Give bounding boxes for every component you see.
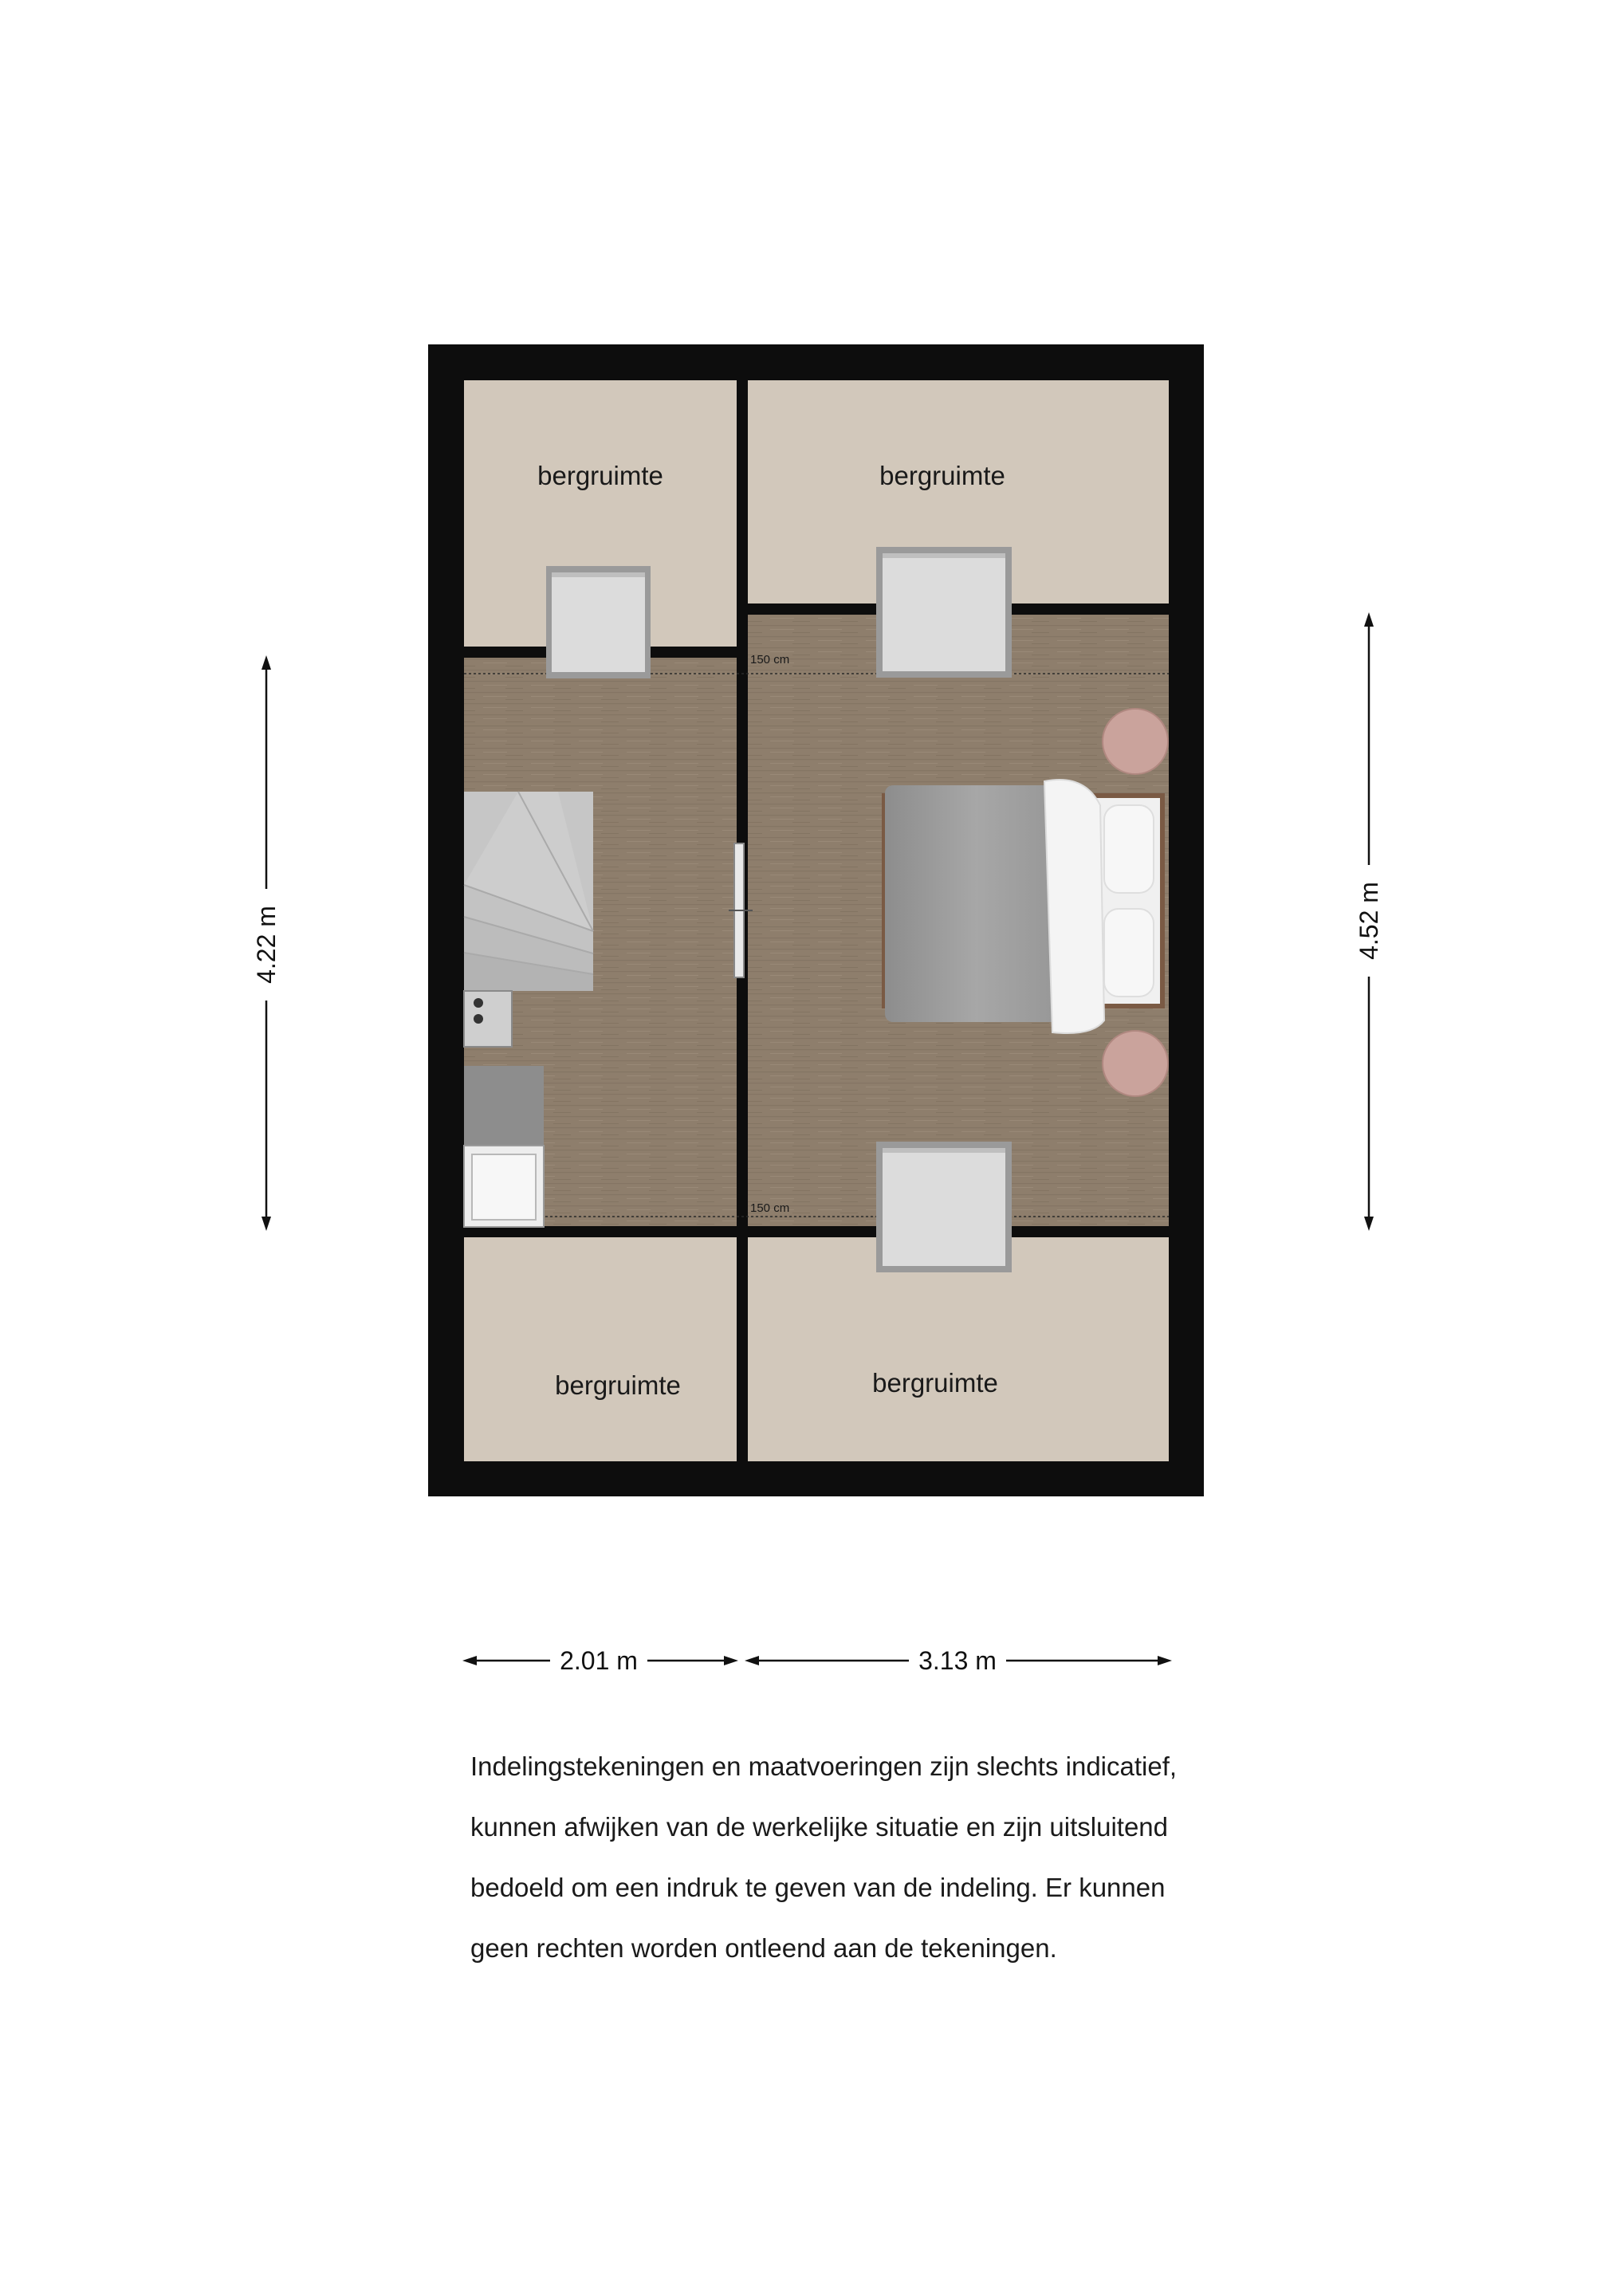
skylight-bottom-right: [876, 1142, 1012, 1272]
room-label-storage-bottom-right: bergruimte: [872, 1368, 998, 1398]
disclaimer-line-4: geen rechten worden ontleend aan de tekeningen.: [470, 1933, 1057, 1963]
room-label-storage-top-left: bergruimte: [537, 461, 663, 490]
dimension-width-left: [462, 1646, 738, 1675]
dimension-label-width-right: 3.13 m: [918, 1646, 997, 1675]
dimension-left-height: [252, 655, 281, 1231]
dimension-label-right-height: 4.52 m: [1355, 882, 1383, 960]
dimension-label-left-height: 4.22 m: [252, 906, 281, 984]
side-table-bottom: [1103, 1031, 1168, 1096]
washer-dryer: [464, 1066, 544, 1227]
disclaimer-line-1: Indelingstekeningen en maatvoeringen zijn slechts indicatief,: [470, 1751, 1178, 1781]
disclaimer-line-2: kunnen afwijken van de werkelijke situatie en zijn uitsluitend: [470, 1812, 1168, 1842]
staircase: [464, 792, 593, 991]
dimension-right-height: [1355, 612, 1383, 1231]
skylight-top-left: [546, 566, 651, 678]
height-label-top: 150 cm: [750, 653, 790, 666]
dimension-label-width-left: 2.01 m: [560, 1646, 638, 1675]
room-label-storage-top-right: bergruimte: [879, 461, 1005, 490]
storage-bottom-left: [464, 1237, 737, 1461]
skylight-top-right: [876, 547, 1012, 678]
bed: [882, 780, 1165, 1033]
room-label-storage-bottom-left: bergruimte: [555, 1370, 681, 1400]
dimension-width-right: [745, 1646, 1172, 1675]
disclaimer: [470, 1736, 1268, 1979]
disclaimer-line-3: bedoeld om een indruk te geven van de indeling. Er kunnen: [470, 1873, 1166, 1902]
height-label-bottom: 150 cm: [750, 1201, 790, 1215]
side-table-top: [1103, 709, 1168, 774]
wall-unit: [464, 991, 512, 1047]
